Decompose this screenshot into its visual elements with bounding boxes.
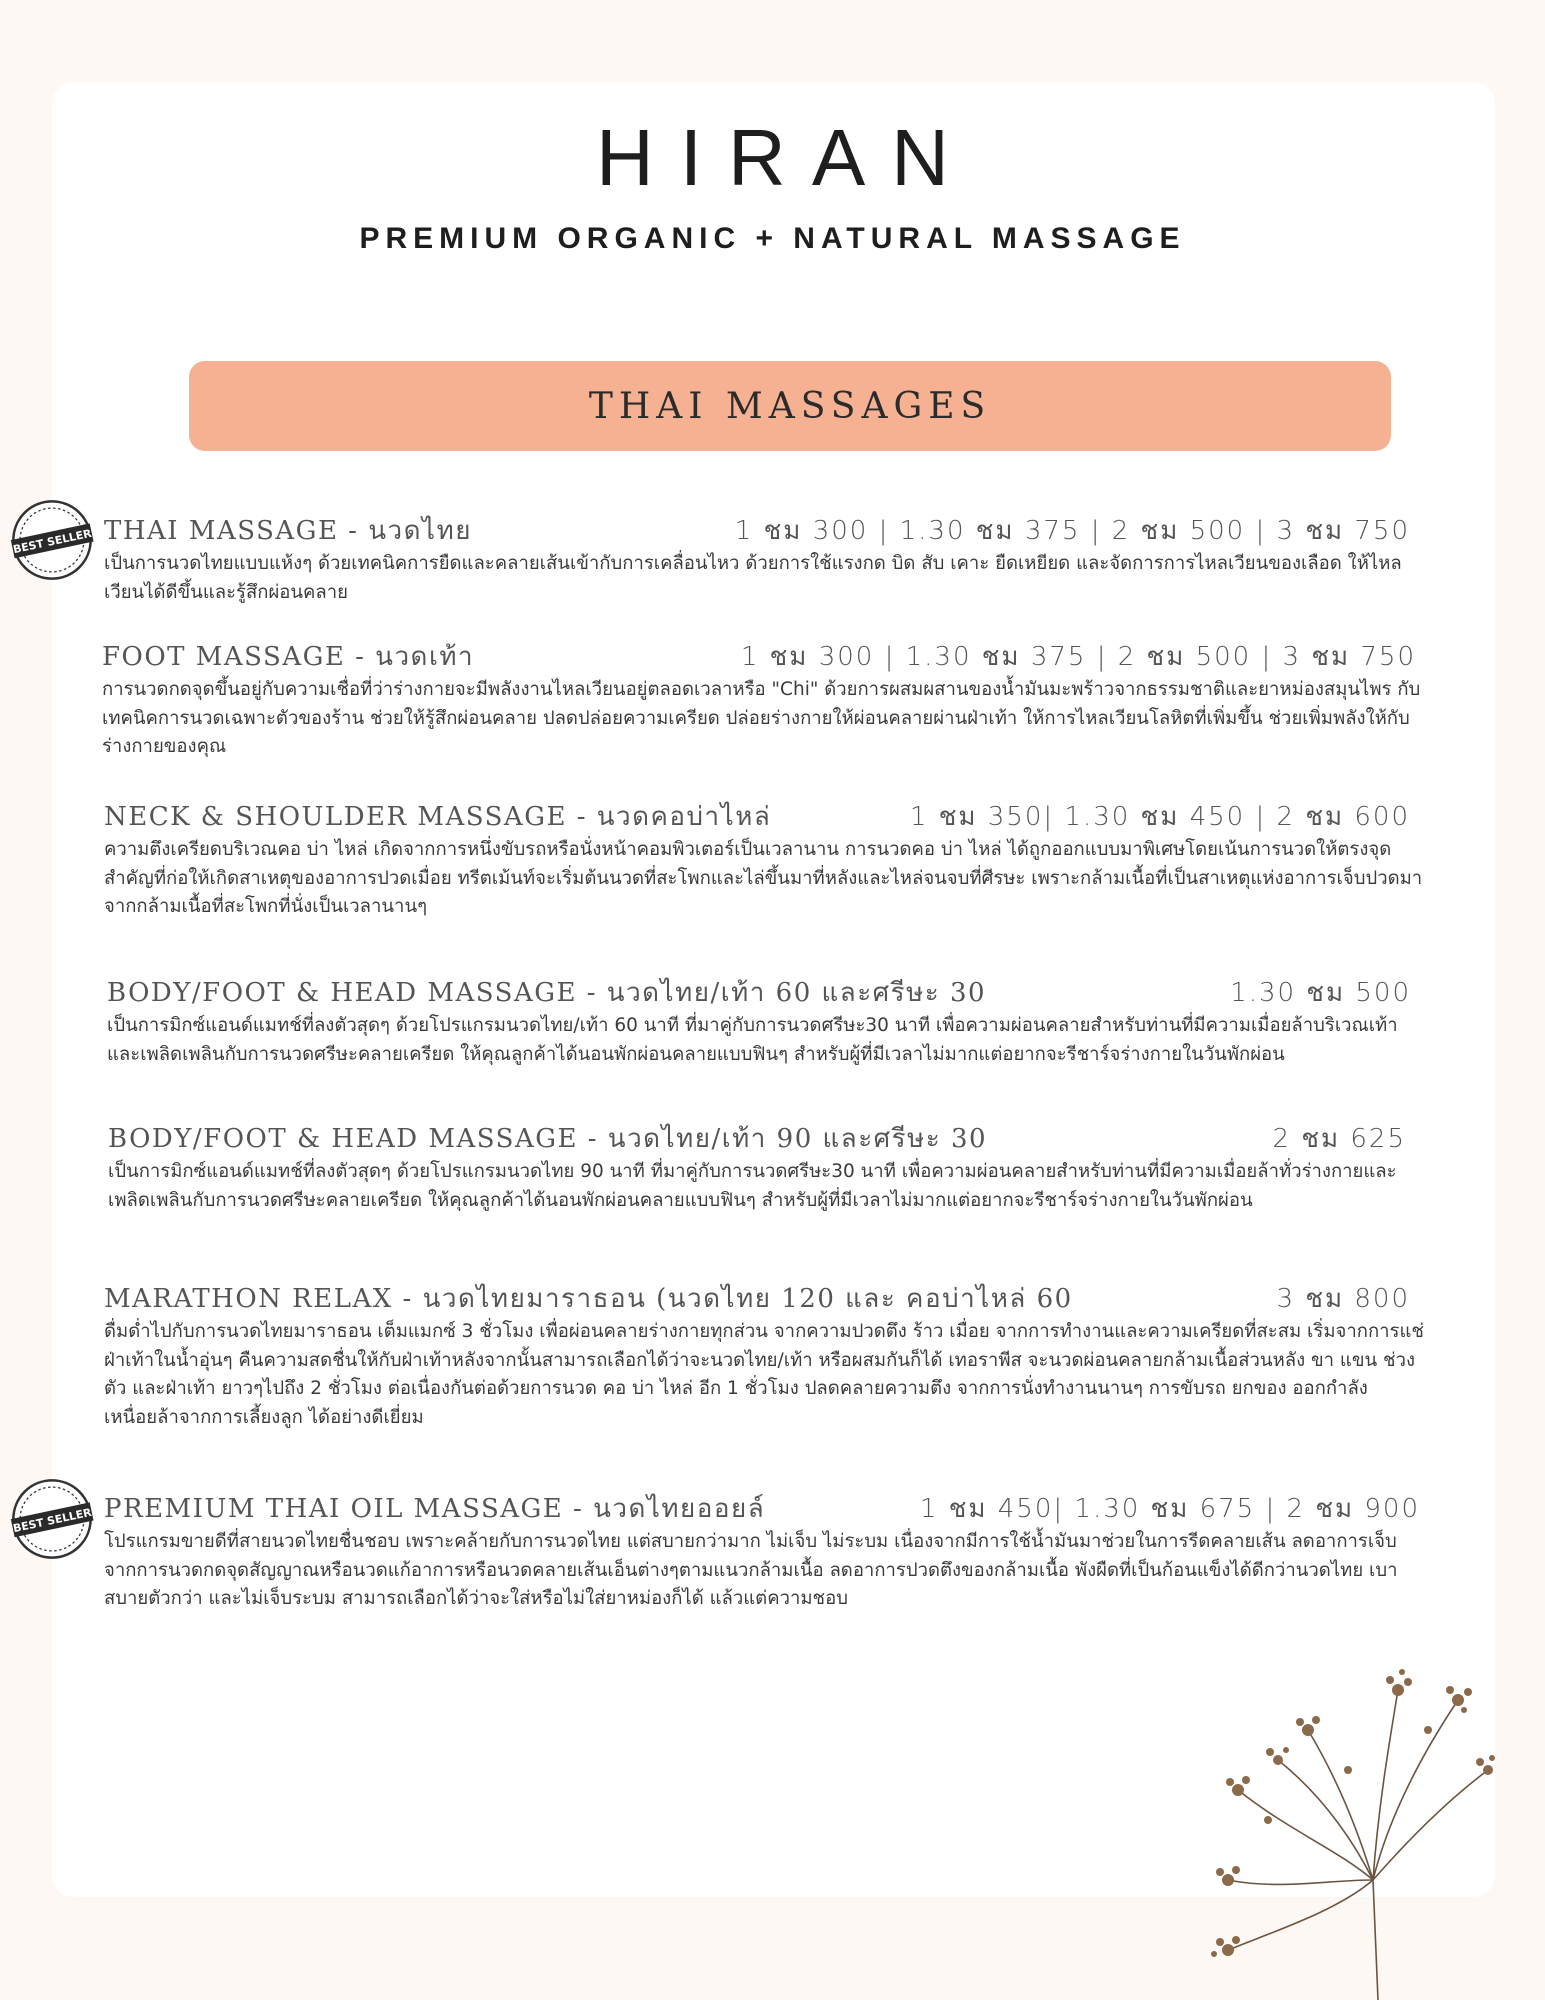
menu-item (104, 1488, 1424, 1614)
item-description: การนวดกดจุดขึ้นอยู่กับความเชื่อที่ว่าร่างกายจะมีพลังงานไหลเวียนอยู่ตลอดเวลาหรือ "Chi" ด้วยการผสมผสานของน้ำมันมะพร้าวจากธรรมชาติและยาหม่องสมุนไพร กับเทคนิคการนวดเฉพาะตัวของร้าน ช่วยให้รู้สึกผ่อนคลาย ปลดปล่อยความเครียด ปล่อยร่างกายให้ผ่อนคลายผ่านฝ่าเท้า ให้การไหลเวียนโลหิตที่เพิ่มขึ้น ช่วยเพิ่มพลังให้กับร่างกายของคุณ (102, 679, 1421, 757)
item-price: 1.30 ชม 500 (1230, 978, 1411, 1008)
item-title: BODY/FOOT & HEAD MASSAGE - นวดไทย/เท้า 90 และศรีษะ 30 (108, 1124, 988, 1154)
svg-text:BEST SELLER: BEST SELLER (11, 1505, 93, 1536)
item-price: 3 ชม 800 (1276, 1284, 1410, 1314)
item-title: FOOT MASSAGE - นวดเท้า (102, 642, 475, 672)
item-description: เป็นการมิกซ์แอนด์แมทช์ที่ลงตัวสุดๆ ด้วยโปรแกรมนวดไทย/เท้า 60 นาที ที่มาคู่กับการนวดศรีษะ30 นาที เพื่อความผ่อนคลายสำหรับท่านที่มีความเมื่อยล้าบริเวณเท้า และเพลิดเพลินกับการนวดศรีษะคลายเครียด ให้คุณลูกค้าได้นอนพักผ่อนคลายแบบฟินๆ สำหรับผู้ที่มีเวลาไม่มากแต่อยากจะรีชาร์จร่างกายในวันพักผ่อน (107, 1015, 1398, 1065)
menu-item (107, 972, 1425, 1069)
item-description: เป็นการมิกซ์แอนด์แมทช์ที่ลงตัวสุดๆ ด้วยโปรแกรมนวดไทย 90 นาที ที่มาคู่กับการนวดศรีษะ30 นาที เพื่อความผ่อนคลายสำหรับท่านที่มีความเมื่อยล้าทั่วร่างกายและเพลิดเพลินกับการนวดศรีษะคลายเครียด ให้คุณลูกค้าได้นอนพักผ่อนคลายแบบฟินๆ สำหรับผู้ที่มีเวลาไม่มากแต่อยากจะรีชาร์จร่างกายในวันพักผ่อน (108, 1161, 1397, 1211)
item-price: 1 ชม 300 | 1.30 ชม 375 | 2 ชม 500 | 3 ชม 750 (734, 516, 1410, 546)
item-title: MARATHON RELAX - นวดไทยมาราธอน (นวดไทย 120 และ คอบ่าไหล่ 60 (104, 1284, 1073, 1314)
section-title: THAI MASSAGES (588, 385, 992, 427)
item-price: 2 ชม 625 (1272, 1124, 1406, 1154)
item-title: THAI MASSAGE - นวดไทย (104, 516, 472, 546)
item-description: ดื่มด่ำไปกับการนวดไทยมาราธอน เต็มแมกซ์ 3 ชั่วโมง เพื่อผ่อนคลายร่างกายทุกส่วน จากความปวดตึง ร้าว เมื่อย จากการทำงานและความเครียดที่สะสม เริ่มจากการแช่ฝ่าเท้าในน้ำอุ่นๆ คืนความสดชื่นให้กับฝ่าเท้าหลังจากนั้นสามารถเลือกได้ว่าจะนวดไทย/เท้า หรือผสมกันก็ได้ เทอราพีส จะนวดผ่อนคลายกล้ามเนื้อส่วนหลัง ขา แขน ช่วงตัว และฝ่าเท้า ยาวๆไปถึง 2 ชั่วโมง ต่อเนื่องกันต่อด้วยการนวด คอ บ่า ไหล่ อีก 1 ชั่วโมง ปลดคลายความตึง จากการนั่งทำงานนานๆ การขับรถ ยกของ ออกกำลัง เหนื่อยล้าจากการเลี้ยงลูก ได้อย่างดีเยี่ยม (104, 1321, 1424, 1428)
brand-tagline: PREMIUM ORGANIC + NATURAL MASSAGE (359, 222, 1186, 255)
item-title: BODY/FOOT & HEAD MASSAGE - นวดไทย/เท้า 60 และศรีษะ 30 (107, 978, 987, 1008)
brand-logo: HIRAN (596, 113, 975, 202)
item-price: 1 ชม 450| 1.30 ชม 675 | 2 ชม 900 (919, 1494, 1420, 1524)
menu-item (102, 636, 1432, 762)
dried-flower-decoration-icon (1188, 1650, 1498, 2000)
item-description: ความตึงเครียดบริเวณคอ บ่า ไหล่ เกิดจากการหนึ่งขับรถหรือนั่งหน้าคอมพิวเตอร์เป็นเวลานาน การนวดคอ บ่า ไหล่ ได้ถูกออกแบบมาพิเศษโดยเน้นการนวดให้ตรงจุดสำคัญที่ก่อให้เกิดสาเหตุของอาการปวดเมื่อย ทรีตเม้นท์จะเริ่มต้นนวดที่สะโพกและไล่ขึ้นมาที่หลังและไหล่จนจบที่ศีรษะ เพราะกล้ามเนื้อที่เป็นสาเหตุแห่งอาการเจ็บปวดมาจากกล้ามเนื้อที่สะโพกที่นั่งเป็นเวลานานๆ (104, 839, 1423, 917)
section-banner (189, 361, 1391, 451)
menu-item (104, 1278, 1424, 1432)
item-title: PREMIUM THAI OIL MASSAGE - นวดไทยออยล์ (104, 1494, 766, 1524)
svg-text:BEST SELLER: BEST SELLER (11, 526, 93, 557)
item-price: 1 ชม 300 | 1.30 ชม 375 | 2 ชม 500 | 3 ชม 750 (740, 642, 1416, 672)
menu-item (108, 1118, 1440, 1215)
menu-item (104, 796, 1424, 922)
item-title: NECK & SHOULDER MASSAGE - นวดคอบ่าไหล่ (104, 802, 772, 832)
item-price: 1 ชม 350| 1.30 ชม 450 | 2 ชม 600 (909, 802, 1410, 832)
menu-item (104, 510, 1414, 607)
best-seller-badge-icon (10, 498, 94, 582)
item-description: โปรแกรมขายดีที่สายนวดไทยชื่นชอบ เพราะคล้ายกับการนวดไทย แต่สบายกว่ามาก ไม่เจ็บ ไม่ระบม เนื่องจากมีการใช้น้ำมันมาช่วยในการรีดคลายเส้น ลดอาการเจ็บจากการนวดกดจุดสัญญาณหรือนวดแก้อาการหรือนวดคลายเส้นเอ็นต่างๆตามแนวกล้ามเนื้อ ลดอาการปวดตึงของกล้ามเนื้อ พังผืดที่เป็นก้อนแข็งได้ดีกว่านวดไทย เบาสบายตัวกว่า และไม่เจ็บระบม สามารถเลือกได้ว่าจะใส่หรือไม่ใส่ยาหม่องก็ได้ แล้วแต่ความชอบ (104, 1531, 1398, 1609)
best-seller-badge-icon (10, 1477, 94, 1561)
item-description: เป็นการนวดไทยแบบแห้งๆ ด้วยเทคนิคการยืดและคลายเส้นเข้ากับการเคลื่อนไหว ด้วยการใช้แรงกด บิด สับ เคาะ ยืดเหยียด และจัดการการไหลเวียนของเลือด ให้ไหลเวียนได้ดีขึ้นและรู้สึกผ่อนคลาย (104, 553, 1402, 603)
